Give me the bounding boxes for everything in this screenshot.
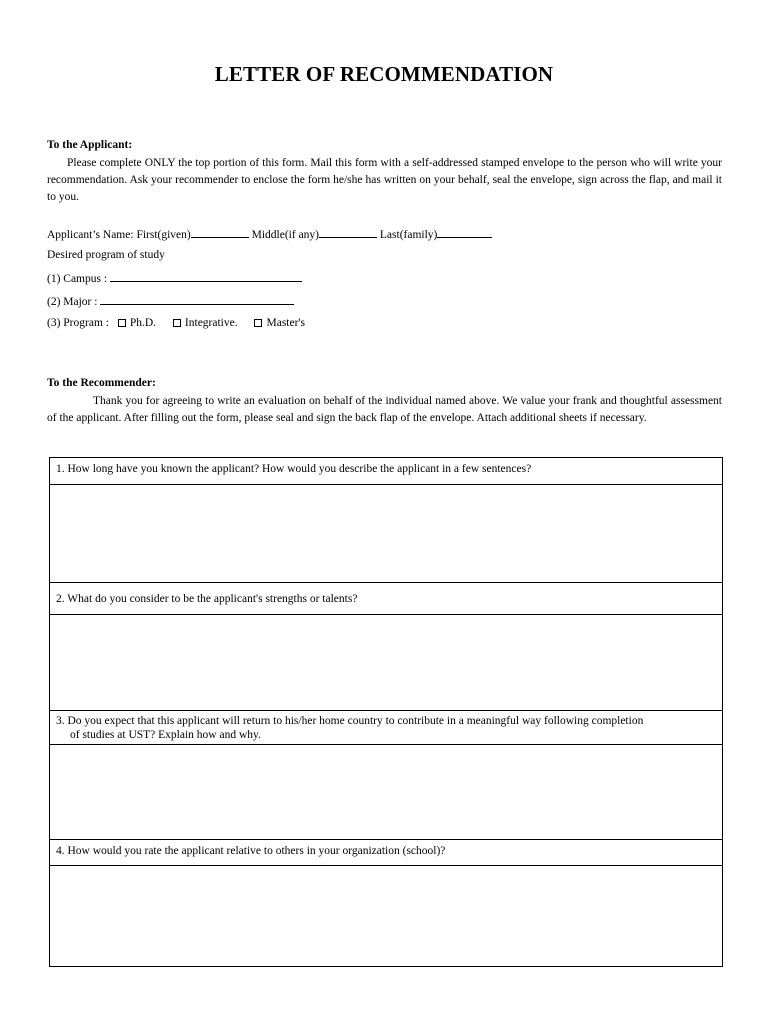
recommender-instructions xyxy=(47,393,722,427)
integrative-checkbox[interactable] xyxy=(173,319,181,327)
applicant-name-label: Applicant’s Name: xyxy=(47,229,134,241)
campus-field[interactable] xyxy=(110,271,302,282)
phd-checkbox[interactable] xyxy=(118,319,126,327)
major-field[interactable] xyxy=(100,294,294,305)
question-number: 4. xyxy=(56,845,65,857)
applicant-instructions-text: Please complete ONLY the top portion of this form. Mail this form with a self-addressed stamped envelope to the person who will write your recommendation. Ask your recommender to enclose the form he/she has written on your behalf, seal the envelope, sign across the flap, and mail it to you. xyxy=(47,157,722,203)
question-text-continuation: of studies at UST? Explain how and why. xyxy=(70,729,261,741)
page-title: LETTER OF RECOMMENDATION xyxy=(214,62,554,86)
applicant-section-heading: To the Applicant: xyxy=(47,139,133,151)
major-label: (2) Major : xyxy=(47,296,98,308)
middle-name-field[interactable] xyxy=(319,227,377,238)
last-name-field[interactable] xyxy=(437,227,492,238)
recommender-section-heading: To the Recommender: xyxy=(47,377,156,389)
middle-name-label: Middle(if any) xyxy=(251,229,320,241)
answer-2-area[interactable] xyxy=(50,615,722,711)
campus-line xyxy=(47,271,302,285)
major-line xyxy=(47,294,294,308)
answer-1-area[interactable] xyxy=(50,485,722,583)
first-name-field[interactable] xyxy=(191,227,249,238)
question-number: 1. xyxy=(56,463,65,475)
integrative-option-label: Integrative. xyxy=(184,317,238,329)
applicant-instructions xyxy=(47,155,722,206)
question-text: Do you expect that this applicant will return to his/her home country to contribute in a meaningful way following completion xyxy=(67,715,644,727)
question-4 xyxy=(50,840,722,866)
question-text: How long have you known the applicant? How would you describe the applicant in a few sentences? xyxy=(67,463,532,475)
masters-checkbox[interactable] xyxy=(254,319,262,327)
first-name-label: First(given) xyxy=(136,229,191,241)
last-name-label: Last(family) xyxy=(379,229,438,241)
question-2 xyxy=(50,583,722,615)
question-3 xyxy=(50,711,722,745)
answer-4-area[interactable] xyxy=(50,866,722,966)
desired-program-label: Desired program of study xyxy=(47,249,165,261)
question-text: What do you consider to be the applicant's strengths or talents? xyxy=(67,593,358,605)
question-number: 2. xyxy=(56,593,65,605)
question-text: How would you rate the applicant relative to others in your organization (school)? xyxy=(67,845,446,857)
program-line xyxy=(47,317,305,329)
campus-label: (1) Campus : xyxy=(47,273,108,285)
program-label: (3) Program : xyxy=(47,317,109,329)
question-1 xyxy=(50,458,722,485)
masters-option-label: Master's xyxy=(266,317,305,329)
question-number: 3. xyxy=(56,715,65,727)
questions-table xyxy=(49,457,723,967)
answer-3-area[interactable] xyxy=(50,745,722,840)
phd-option-label: Ph.D. xyxy=(129,317,157,329)
recommender-instructions-text: Thank you for agreeing to write an evaluation on behalf of the individual named above. We value your frank and thoughtful assessment of the applicant. After filling out the form, please seal and sign the back flap of the envelope. Attach additional sheets if necessary. xyxy=(47,395,722,424)
applicant-name-line xyxy=(47,227,492,241)
